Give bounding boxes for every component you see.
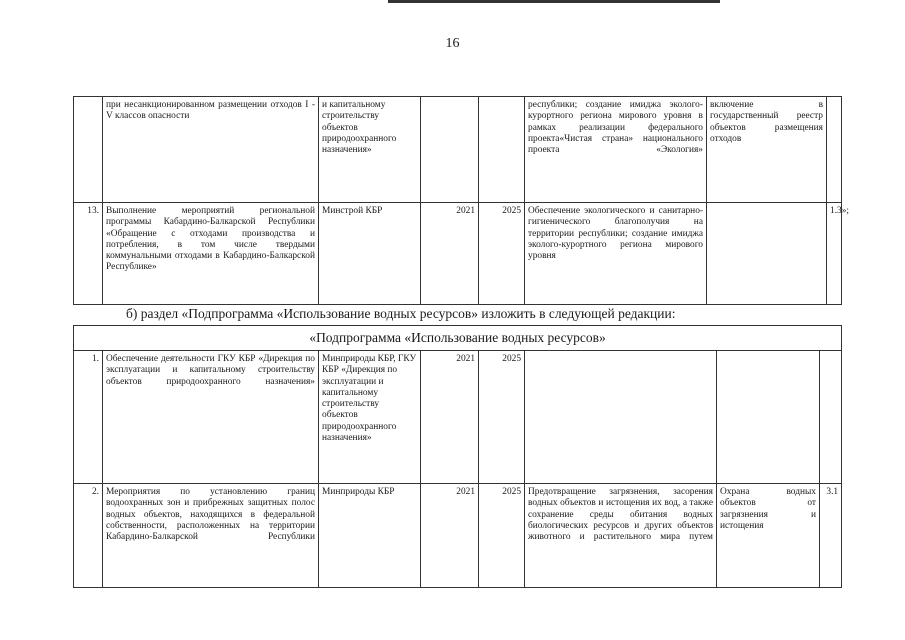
ref-cell xyxy=(820,351,842,484)
indicator-cell xyxy=(717,351,820,484)
ref-cell: 1.3»; xyxy=(827,203,842,305)
table-row xyxy=(74,484,842,588)
start-year-cell xyxy=(421,97,479,203)
end-year-cell: 2025 xyxy=(479,203,525,305)
end-year-cell: 2025 xyxy=(479,484,525,588)
result-cell xyxy=(525,351,717,484)
subprogram-title: «Подпрограмма «Использование водных ресурсов» xyxy=(74,326,842,351)
table-waste-continued xyxy=(73,96,850,305)
row-number: 13. xyxy=(74,203,103,305)
indicator-cell: включение в государственный реестр объектов размещения отходов xyxy=(707,97,827,203)
executor-cell: Минприроды КБР xyxy=(319,484,421,588)
indicator-cell xyxy=(707,203,827,305)
end-year-cell xyxy=(479,97,525,203)
header-rule xyxy=(388,0,720,3)
result-cell: Предотвращение загрязнения, засорения водных объектов и истощения их вод, а также сохранение среды обитания водных биологических ресурсов и других объектов животного и растительного мира путем xyxy=(525,484,717,588)
end-year-cell: 2025 xyxy=(479,351,525,484)
result-cell: Обеспечение экологического и санитарно-гигиенического благополучия на территории республики; создание имиджа эколого-курортного региона мирового уровня xyxy=(525,203,707,305)
table-row xyxy=(74,351,842,484)
executor-cell: и капитальному строительству объектов природоохранного назначения» xyxy=(319,97,421,203)
executor-cell: Минприроды КБР, ГКУ КБР «Дирекция по эксплуатации и капитальному строительству объектов природоохранного назначения» xyxy=(319,351,421,484)
activity-cell: Выполнение мероприятий региональной программы Кабардино-Балкарской Республики «Обращение с отходами производства и потребления, в том числе твердыми коммунальными отходами в Кабардино-Балкарской Республике» xyxy=(103,203,319,305)
start-year-cell: 2021 xyxy=(421,203,479,305)
table-water-resources xyxy=(73,325,842,588)
result-cell: республики; создание имиджа эколого-курортного региона мирового уровня в рамках реализации федерального проекта«Чистая страна» национального проекта «Экология» xyxy=(525,97,707,203)
indicator-cell: Охрана водных объектов от загрязнения и истощения xyxy=(717,484,820,588)
executor-cell: Минстрой КБР xyxy=(319,203,421,305)
table-row xyxy=(74,97,842,203)
subprogram-title-row xyxy=(74,326,842,351)
start-year-cell: 2021 xyxy=(421,351,479,484)
activity-cell: при несанкционированном размещении отходов I - V классов опасности xyxy=(103,97,319,203)
ref-cell: 3.1 xyxy=(820,484,842,588)
section-heading: б) раздел «Подпрограмма «Использование водных ресурсов» изложить в следующей редакции: xyxy=(126,306,676,321)
row-number: 1. xyxy=(74,351,103,484)
start-year-cell: 2021 xyxy=(421,484,479,588)
table-row xyxy=(74,203,842,305)
row-number: 2. xyxy=(74,484,103,588)
row-number xyxy=(74,97,103,203)
ref-cell xyxy=(827,97,842,203)
activity-cell: Мероприятия по установлению границ водоохранных зон и прибрежных защитных полос водных объектов, находящихся в федеральной собственности, расположенных на территории Кабардино-Балкарской Республики xyxy=(103,484,319,588)
activity-cell: Обеспечение деятельности ГКУ КБР «Дирекция по эксплуатации и капитальному строительству объектов природоохранного назначения» xyxy=(103,351,319,484)
page-number: 16 xyxy=(445,36,460,51)
